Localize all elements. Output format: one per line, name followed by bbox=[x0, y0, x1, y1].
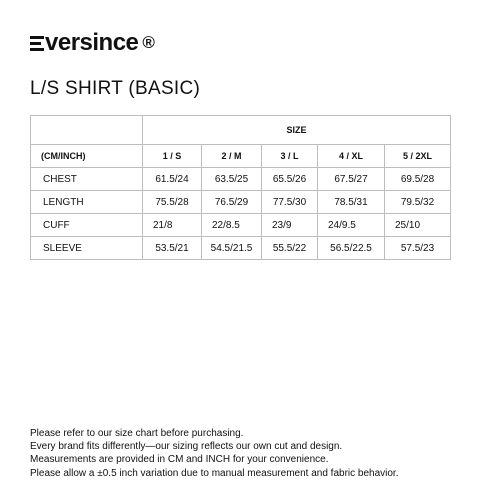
table-cell: 25/10 bbox=[385, 214, 451, 237]
table-cell: 75.5/28 bbox=[143, 191, 202, 214]
row-label: SLEEVE bbox=[31, 237, 143, 260]
table-cell: 77.5/30 bbox=[262, 191, 318, 214]
table-row-chest bbox=[31, 168, 451, 191]
table-cell: 78.5/31 bbox=[318, 191, 385, 214]
size-chart-table bbox=[30, 115, 451, 260]
table-cell: 56.5/22.5 bbox=[318, 237, 385, 260]
page-title: L/S SHIRT (BASIC) bbox=[30, 78, 201, 99]
header-blank-cell bbox=[31, 116, 143, 145]
table-cell: 76.5/29 bbox=[202, 191, 262, 214]
table-cell: 67.5/27 bbox=[318, 168, 385, 191]
table-cell: 57.5/23 bbox=[385, 237, 451, 260]
sizing-notes bbox=[30, 427, 398, 480]
note-line: Please allow a ±0.5 inch variation due to manual measurement and fabric behavior. bbox=[30, 467, 399, 479]
column-header: 2 / M bbox=[202, 145, 262, 168]
size-header-row bbox=[31, 116, 451, 145]
column-header: 1 / S bbox=[143, 145, 202, 168]
table-cell: 79.5/32 bbox=[385, 191, 451, 214]
table-cell: 53.5/21 bbox=[143, 237, 202, 260]
table-cell: 55.5/22 bbox=[262, 237, 318, 260]
unit-label: (CM/INCH) bbox=[31, 145, 143, 168]
table-cell: 23/9 bbox=[262, 214, 318, 237]
column-header: 4 / XL bbox=[318, 145, 385, 168]
table-row-length bbox=[31, 191, 451, 214]
brand-logo bbox=[30, 30, 155, 56]
note-line: Measurements are provided in CM and INCH for your convenience. bbox=[30, 454, 329, 466]
row-label: LENGTH bbox=[31, 191, 143, 214]
table-cell: 24/9.5 bbox=[318, 214, 385, 237]
column-header: 5 / 2XL bbox=[385, 145, 451, 168]
column-header-row bbox=[31, 145, 451, 168]
table-cell: 69.5/28 bbox=[385, 168, 451, 191]
table-cell: 63.5/25 bbox=[202, 168, 262, 191]
row-label: CUFF bbox=[31, 214, 143, 237]
table-cell: 54.5/21.5 bbox=[202, 237, 262, 260]
column-header: 3 / L bbox=[262, 145, 318, 168]
logo-e-mark bbox=[30, 35, 44, 51]
brand-name: versince bbox=[45, 29, 139, 56]
note-line: Every brand fits differently—our sizing reflects our own cut and design. bbox=[30, 441, 343, 453]
note-line: Please refer to our size chart before purchasing. bbox=[30, 428, 244, 439]
table-cell: 65.5/26 bbox=[262, 168, 318, 191]
row-label: CHEST bbox=[31, 168, 143, 191]
table-cell: 61.5/24 bbox=[143, 168, 202, 191]
registered-mark: ® bbox=[142, 33, 155, 52]
table-cell: 21/8 bbox=[143, 214, 202, 237]
table-row-cuff bbox=[31, 214, 451, 237]
table-cell: 22/8.5 bbox=[202, 214, 262, 237]
size-header: SIZE bbox=[143, 116, 451, 145]
table-row-sleeve bbox=[31, 237, 451, 260]
